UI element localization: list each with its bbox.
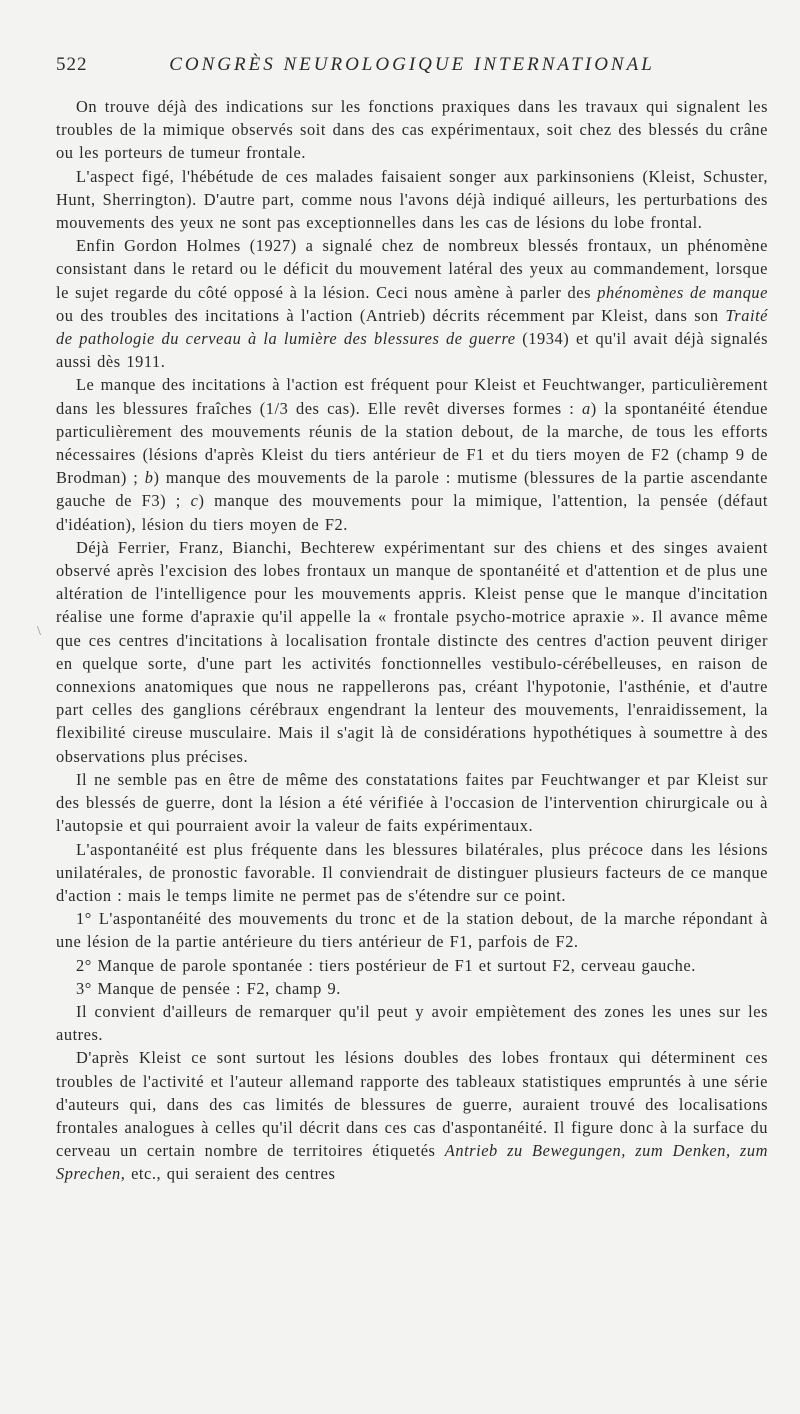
paragraph-text: Enfin Gordon Holmes (1927) a signalé chez de nombreux blessés frontaux, un phénomène consistant dans le retard ou le déficit du mouvement latéral des yeux au commandement, lorsque le sujet regarde du côté opposé à la lésion. Ceci nous amène à parler des	[56, 236, 768, 302]
paragraph-text: ) la spontanéité étendue particulièrement des mouvements réunis de la station debout, de la marche, de tous les efforts nécessaires (lésions d'après Kleist du tiers antérieur de F1 et du tiers moyen de F2 (champ 9 de Brodman) ;	[56, 398, 768, 488]
italic-text: c	[190, 491, 199, 511]
paragraph	[56, 234, 768, 373]
paragraph	[56, 536, 768, 768]
paragraph-text: , etc., qui seraient des centres	[120, 1164, 336, 1184]
margin-mark: \	[37, 624, 41, 639]
paragraph-text: 3° Manque de pensée : F2, champ 9.	[76, 978, 341, 998]
paragraph-text: ) manque des mouvements de la parole : mutisme (blessures de la partie ascendante gauche de F3) ;	[56, 468, 768, 511]
paragraph-text: Le manque des incitations à l'action est fréquent pour Kleist et Feuchtwanger, particulièrement dans les blessures fraîches (1/3 des cas). Elle revêt diverses formes :	[56, 375, 768, 418]
italic-text: phénomènes de manque	[597, 282, 769, 302]
paragraph	[56, 838, 768, 908]
paragraph	[56, 373, 768, 535]
italic-text: b	[144, 468, 154, 488]
paragraph	[56, 977, 768, 1000]
page-header	[56, 54, 768, 84]
paragraph-text: ou des troubles des incitations à l'action (Antrieb) décrits récemment par Kleist, dans son	[56, 305, 726, 325]
paragraph-text: Déjà Ferrier, Franz, Bianchi, Bechterew expérimentant sur des chiens et des singes avaient observé après l'excision des lobes frontaux un manque de spontanéité et d'attention et de plus une altération de l'intelligence pour les mouvements appris. Kleist pense que le manque d'incitation réalise une forme d'apraxie qu'il appelle la « frontale psycho-motrice apraxie ». Il avance même que ces centres d'incitations à localisation frontale distincte des centres d'action peuvent diriger en quelque sorte, d'une part les activités fonctionnelles vestibulo-cérébelleuses, en raison de connexions anatomiques que nous ne rappellerons pas, créant l'hypotonie, l'asthénie, et d'autre part celles des ganglions cérébraux engendrant la lenteur des mouvements, l'enraidissement, la flexibilité cireuse musculaire. Mais il s'agit là de considérations hypothétiques à soumettre à des observations plus précises.	[56, 537, 768, 766]
paragraph-text: On trouve déjà des indications sur les fonctions praxiques dans les travaux qui signalent les troubles de la mimique observés soit dans des cas expérimentaux, soit chez des blessés du crâne ou les porteurs de tumeur frontale.	[56, 97, 768, 163]
paragraph-text: D'après Kleist ce sont surtout les lésions doubles des lobes frontaux qui déterminent ces troubles de l'activité et l'auteur allemand rapporte des tableaux statistiques empruntés à une série d'auteurs qui, dans des cas limités de blessures de guerre, auraient trouvé des localisations frontales analogues à celles qu'il décrit dans ces cas d'aspontanéité. Il figure donc à la surface du cerveau un certain nombre de territoires étiquetés	[56, 1048, 768, 1161]
paragraph	[56, 1046, 768, 1185]
italic-text: Traité de pathologie du cerveau à la lumière des blessures de guerre	[56, 305, 768, 349]
paragraph	[56, 907, 768, 953]
paragraph	[56, 954, 768, 977]
paragraph-text: Il convient d'ailleurs de remarquer qu'il peut y avoir empiètement des zones les unes sur les autres.	[56, 1001, 768, 1045]
paragraph-text: Il ne semble pas en être de même des constatations faites par Feuchtwanger et par Kleist sur des blessés de guerre, dont la lésion a été vérifiée à l'occasion de l'intervention chirurgicale ou à l'autopsie et qui pourraient avoir la valeur de faits expérimentaux.	[56, 769, 768, 836]
paragraph	[56, 768, 768, 838]
paragraph-text: L'aspect figé, l'hébétude de ces malades faisaient songer aux parkinsoniens (Kleist, Schuster, Hunt, Sherrington). D'autre part, comme nous l'avons déjà indiqué ailleurs, les perturbations des mouvements des yeux ne sont pas exceptionnelles dans les cas de lésions du lobe frontal.	[56, 166, 768, 233]
paragraph-text: 2° Manque de parole spontanée : tiers postérieur de F1 et surtout F2, cerveau gauche.	[76, 955, 696, 975]
running-title: CONGRÈS NEUROLOGIQUE INTERNATIONAL	[169, 54, 655, 75]
paragraph-text: (1934) et qu'il avait déjà signalés aussi dès 1911.	[56, 329, 768, 372]
paragraph-text: L'aspontanéité est plus fréquente dans les blessures bilatérales, plus précoce dans les lésions unilatérales, de pronostic favorable. Il conviendrait de distinguer plusieurs facteurs de ce manque d'action : mais le temps limite ne permet pas de s'étendre sur ce point.	[56, 839, 768, 905]
page-number: 522	[56, 54, 88, 75]
paragraph	[56, 1000, 768, 1046]
italic-text: a	[582, 398, 591, 418]
paragraph	[56, 95, 768, 165]
paragraph-text: 1° L'aspontanéité des mouvements du tronc et de la station debout, de la marche répondant à une lésion de la partie antérieure du tiers antérieur de F1, parfois de F2.	[56, 909, 768, 952]
paragraph	[56, 165, 768, 235]
body-text	[56, 95, 768, 1186]
paragraph-text: ) manque des mouvements pour la mimique, l'attention, la pensée (défaut d'idéation), lésion du tiers moyen de F2.	[56, 491, 768, 534]
italic-text: Antrieb zu Bewegungen, zum Denken, zum Sprechen	[56, 1141, 768, 1184]
